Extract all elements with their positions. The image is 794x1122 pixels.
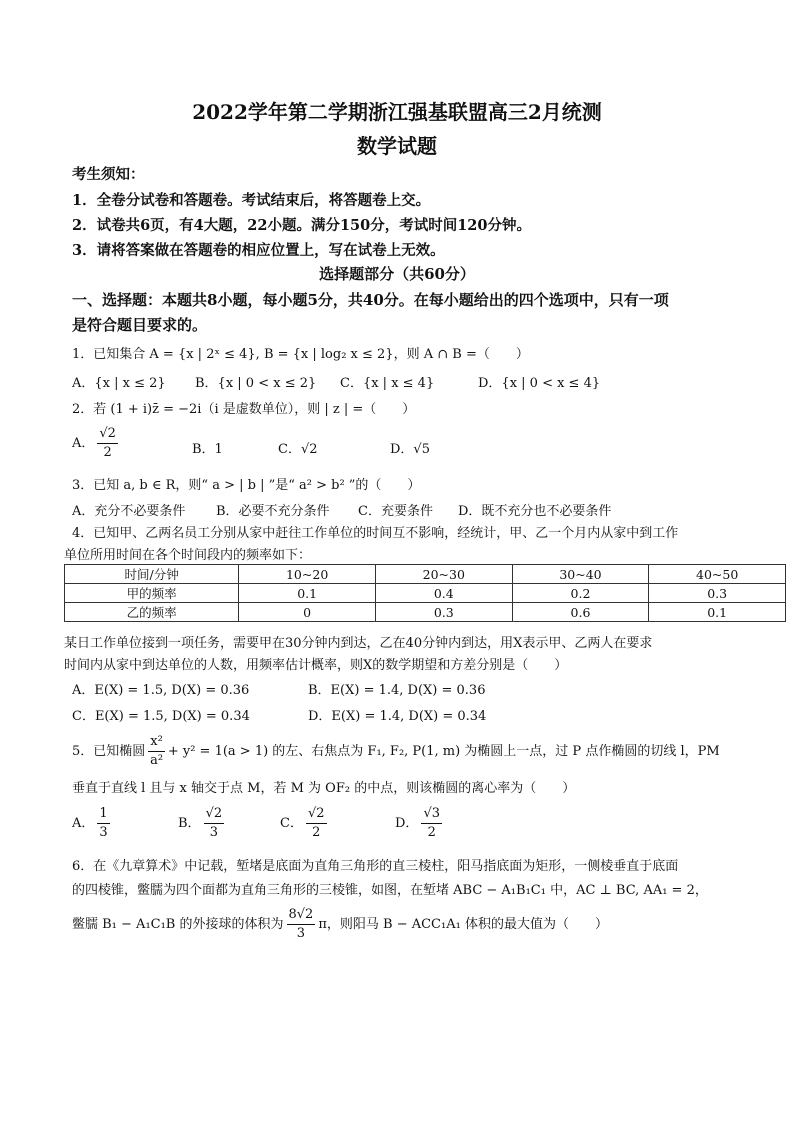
fraction-numerator: x² — [148, 733, 165, 752]
section-heading-cont: 是符合题目要求的。 — [72, 316, 208, 334]
table-cell: 0.1 — [649, 603, 786, 622]
table-cell: 0.2 — [512, 584, 649, 603]
fraction-numerator: √2 — [204, 805, 225, 824]
table-cell: 0.1 — [239, 584, 376, 603]
table-row — [65, 603, 786, 622]
q6-text-a: 鳖臑 B₁ − A₁C₁B 的外接球的体积为 — [72, 917, 284, 932]
section-heading: 一、选择题：本题共8小题，每小题5分，共40分。在每小题给出的四个选项中，只有一项 — [72, 291, 669, 309]
table-row — [65, 584, 786, 603]
question-3-stem: 3．已知 a, b ∈ R，则“ a > | b | ”是“ a² > b² ”的（ ） — [72, 478, 421, 493]
option-label: C． — [280, 816, 303, 831]
table-header-cell: 10~20 — [239, 565, 376, 584]
question-4-context-cont: 时间内从家中到达单位的人数，用频率估计概率，则X的数学期望和方差分别是（ ） — [64, 658, 568, 673]
option-label: A． — [72, 816, 95, 831]
part-title: 选择题部分（共60分） — [319, 265, 475, 283]
q5-stem-rest: + y² = 1(a > 1) 的左、右焦点为 F₁, F₂, P(1, m) 为椭圆上一点，过 P 点作椭圆的切线 l，PM — [167, 744, 720, 759]
q1-option-c: C．{x | x ≤ 4} — [340, 376, 435, 391]
q5-ellipse-fraction — [148, 733, 165, 770]
fraction-denominator: 3 — [209, 825, 218, 840]
q1-option-b: B．{x | 0 < x ≤ 2} — [195, 376, 317, 391]
question-2-stem: 2．若 (1 + i)z̄ = −2i（i 是虚数单位），则 | z | =（ ） — [72, 402, 416, 417]
question-6-stem-end — [72, 906, 608, 943]
q5-lead: 5．已知椭圆 — [72, 744, 146, 759]
table-cell: 甲的频率 — [65, 584, 239, 603]
q1-option-d: D．{x | 0 < x ≤ 4} — [478, 376, 601, 391]
table-header-cell: 30~40 — [512, 565, 649, 584]
q5-option-b-fraction — [204, 805, 225, 842]
question-5-stem-cont: 垂直于直线 l 且与 x 轴交于点 M，若 M 为 OF₂ 的中点，则该椭圆的离心率为（ ） — [72, 781, 576, 796]
q5-option-c-fraction — [306, 805, 327, 842]
table-cell: 0.3 — [375, 603, 512, 622]
fraction-denominator: 2 — [312, 825, 321, 840]
fraction-denominator: a² — [150, 753, 164, 768]
q5-option-d-fraction — [421, 805, 442, 842]
notice-item: 2．试卷共6页，有4大题，22小题。满分150分，考试时间120分钟。 — [72, 217, 531, 234]
option-label: D． — [395, 816, 419, 831]
q3-option-a: A．充分不必要条件 — [72, 504, 186, 519]
q2-option-a-label: A． — [72, 436, 95, 451]
q6-volume-fraction — [287, 906, 316, 943]
q2-option-c: C．√2 — [278, 442, 318, 457]
question-1-stem: 1．已知集合 A = {x | 2ˣ ≤ 4}, B = {x | log₂ x ≤ 2}，则 A ∩ B =（ ） — [72, 347, 529, 362]
q5-option-d — [395, 805, 445, 842]
q2-option-d: D．√5 — [390, 442, 430, 457]
question-4-stem: 4．已知甲、乙两名员工分别从家中赶往工作单位的时间互不影响，经统计，甲、乙一个月内从家中到工作 — [72, 526, 679, 541]
option-label: B． — [178, 816, 201, 831]
question-4-context: 某日工作单位接到一项任务，需要甲在30分钟内到达，乙在40分钟内到达，用X表示甲、乙两人在要求 — [64, 636, 653, 651]
fraction-denominator: 3 — [296, 926, 306, 941]
table-cell: 0.4 — [375, 584, 512, 603]
q2-option-b: B．1 — [192, 442, 223, 457]
q3-option-c: C．充要条件 — [358, 504, 433, 519]
fraction-numerator: √2 — [306, 805, 327, 824]
q4-option-d: D．E(X) = 1.4, D(X) = 0.34 — [308, 709, 487, 724]
q6-text-b: π，则阳马 B − ACC₁A₁ 体积的最大值为（ ） — [318, 917, 608, 932]
q5-option-b — [178, 805, 227, 842]
q2-option-a-fraction — [97, 425, 118, 462]
q3-option-d: D．既不充分也不必要条件 — [458, 504, 612, 519]
table-header-cell: 40~50 — [649, 565, 786, 584]
frequency-table — [64, 564, 786, 622]
fraction-numerator: √2 — [97, 425, 118, 444]
table-cell: 0.6 — [512, 603, 649, 622]
q4-option-a: A．E(X) = 1.5, D(X) = 0.36 — [72, 683, 250, 698]
table-header-cell: 20~30 — [375, 565, 512, 584]
question-6-stem-cont: 的四棱锥，鳖臑为四个面都为直角三角形的三棱锥，如图，在堑堵 ABC − A₁B₁C₁ 中，AC ⊥ BC, AA₁ = 2， — [72, 883, 708, 898]
q4-option-c: C．E(X) = 1.5, D(X) = 0.34 — [72, 709, 250, 724]
q1-option-a: A．{x | x ≤ 2} — [72, 376, 166, 391]
fraction-denominator: 2 — [427, 825, 436, 840]
question-5-stem — [72, 733, 720, 770]
q2-option-a — [72, 425, 121, 462]
exam-title: 2022学年第二学期浙江强基联盟高三2月统测 — [192, 100, 602, 124]
question-4-stem-cont: 单位所用时间在各个时间段内的频率如下： — [64, 548, 312, 563]
q3-option-b: B．必要不充分条件 — [216, 504, 330, 519]
table-header-row — [65, 565, 786, 584]
notice-item: 3．请将答案做在答题卷的相应位置上，写在试卷上无效。 — [72, 242, 445, 259]
question-6-stem: 6．在《九章算术》中记载，堑堵是底面为直角三角形的直三棱柱，阳马指底面为矩形，一侧棱垂直于底面 — [72, 859, 679, 874]
q5-option-a — [72, 805, 113, 842]
fraction-denominator: 3 — [99, 825, 108, 840]
table-cell: 乙的频率 — [65, 603, 239, 622]
table-cell: 0 — [239, 603, 376, 622]
fraction-denominator: 2 — [103, 445, 112, 460]
q5-option-a-fraction — [97, 805, 109, 842]
table-header-cell: 时间/分钟 — [65, 565, 239, 584]
fraction-numerator: 1 — [97, 805, 109, 824]
q4-option-b: B．E(X) = 1.4, D(X) = 0.36 — [308, 683, 486, 698]
exam-subtitle: 数学试题 — [357, 134, 437, 158]
fraction-numerator: √3 — [421, 805, 442, 824]
notice-heading: 考生须知： — [72, 166, 145, 183]
fraction-numerator: 8√2 — [287, 906, 316, 925]
q5-option-c — [280, 805, 330, 842]
notice-item: 1．全卷分试卷和答题卷。考试结束后，将答题卷上交。 — [72, 192, 431, 209]
table-cell: 0.3 — [649, 584, 786, 603]
